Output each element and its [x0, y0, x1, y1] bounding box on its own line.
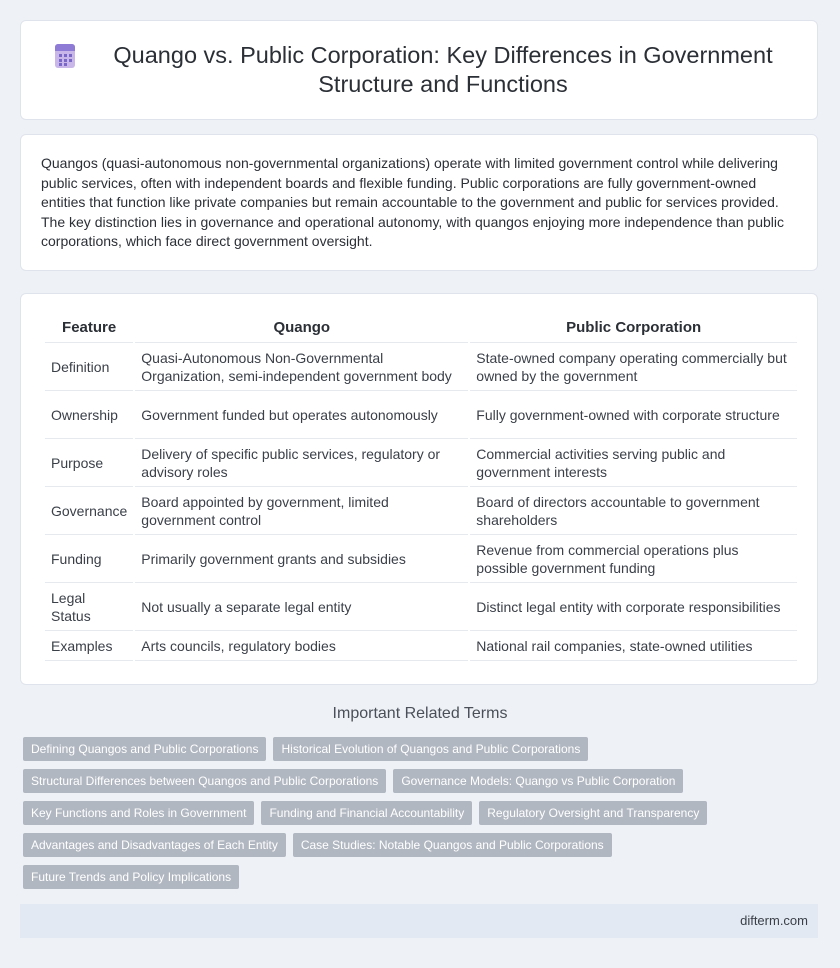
related-term-tag[interactable]: Funding and Financial Accountability: [261, 801, 472, 825]
table-header-row: [45, 312, 797, 343]
related-terms-list: [23, 737, 803, 889]
public-corporation-cell: National rail companies, state-owned utilities: [470, 631, 797, 661]
feature-cell: Purpose: [45, 439, 133, 487]
footer: [20, 904, 818, 938]
quango-cell: Government funded but operates autonomously: [135, 391, 468, 439]
public-corporation-cell: Commercial activities serving public and government interests: [470, 439, 797, 487]
related-term-tag[interactable]: Governance Models: Quango vs Public Corporation: [393, 769, 683, 793]
related-term-tag[interactable]: Regulatory Oversight and Transparency: [479, 801, 707, 825]
footer-site-link[interactable]: difterm.com: [740, 913, 808, 928]
feature-cell: Definition: [45, 343, 133, 391]
column-header-quango: Quango: [135, 312, 468, 343]
quango-cell: Board appointed by government, limited government control: [135, 487, 468, 535]
feature-cell: Ownership: [45, 391, 133, 439]
feature-cell: Legal Status: [45, 583, 133, 631]
related-term-tag[interactable]: Case Studies: Notable Quangos and Public Corporations: [293, 833, 612, 857]
quango-cell: Arts councils, regulatory bodies: [135, 631, 468, 661]
public-corporation-cell: Board of directors accountable to government shareholders: [470, 487, 797, 535]
comparison-table: [43, 312, 799, 661]
page-title: Quango vs. Public Corporation: Key Differences in Government Structure and Functions: [113, 42, 773, 97]
feature-cell: Examples: [45, 631, 133, 661]
intro-card: [20, 134, 818, 271]
header-card: [20, 20, 818, 120]
title-wrap: [21, 21, 817, 119]
related-term-tag[interactable]: Advantages and Disadvantages of Each Entity: [23, 833, 286, 857]
public-corporation-cell: Fully government-owned with corporate structure: [470, 391, 797, 439]
related-term-tag[interactable]: Historical Evolution of Quangos and Public Corporations: [273, 737, 588, 761]
related-term-tag[interactable]: Future Trends and Policy Implications: [23, 865, 239, 889]
intro-text: Quangos (quasi-autonomous non-governmental organizations) operate with limited government control while delivering public services, often with independent boards and flexible funding. Public corporations are fully government-owned entities that function like private companies but remain accountable to the government and public for services provided. The key distinction lies in governance and operational autonomy, with quangos enjoying more independence than public corporations, which face direct government oversight.: [41, 155, 785, 250]
table-row: [45, 631, 797, 661]
column-header-public-corporation: Public Corporation: [470, 312, 797, 343]
table-row: [45, 343, 797, 391]
table-row: [45, 535, 797, 583]
table-row: [45, 439, 797, 487]
feature-cell: Funding: [45, 535, 133, 583]
public-corporation-cell: Revenue from commercial operations plus possible government funding: [470, 535, 797, 583]
quango-cell: Delivery of specific public services, regulatory or advisory roles: [135, 439, 468, 487]
comparison-card: [20, 293, 818, 685]
related-term-tag[interactable]: Structural Differences between Quangos and Public Corporations: [23, 769, 386, 793]
related-term-tag[interactable]: Key Functions and Roles in Government: [23, 801, 254, 825]
quango-cell: Primarily government grants and subsidies: [135, 535, 468, 583]
column-header-feature: Feature: [45, 312, 133, 343]
table-row: [45, 583, 797, 631]
quango-cell: Not usually a separate legal entity: [135, 583, 468, 631]
table-row: [45, 487, 797, 535]
quango-cell: Quasi-Autonomous Non-Governmental Organization, semi-independent government body: [135, 343, 468, 391]
feature-cell: Governance: [45, 487, 133, 535]
table-row: [45, 391, 797, 439]
related-term-tag[interactable]: Defining Quangos and Public Corporations: [23, 737, 266, 761]
document-icon: [51, 42, 79, 70]
related-terms-heading: Important Related Terms: [332, 705, 508, 722]
public-corporation-cell: Distinct legal entity with corporate responsibilities: [470, 583, 797, 631]
public-corporation-cell: State-owned company operating commercially but owned by the government: [470, 343, 797, 391]
